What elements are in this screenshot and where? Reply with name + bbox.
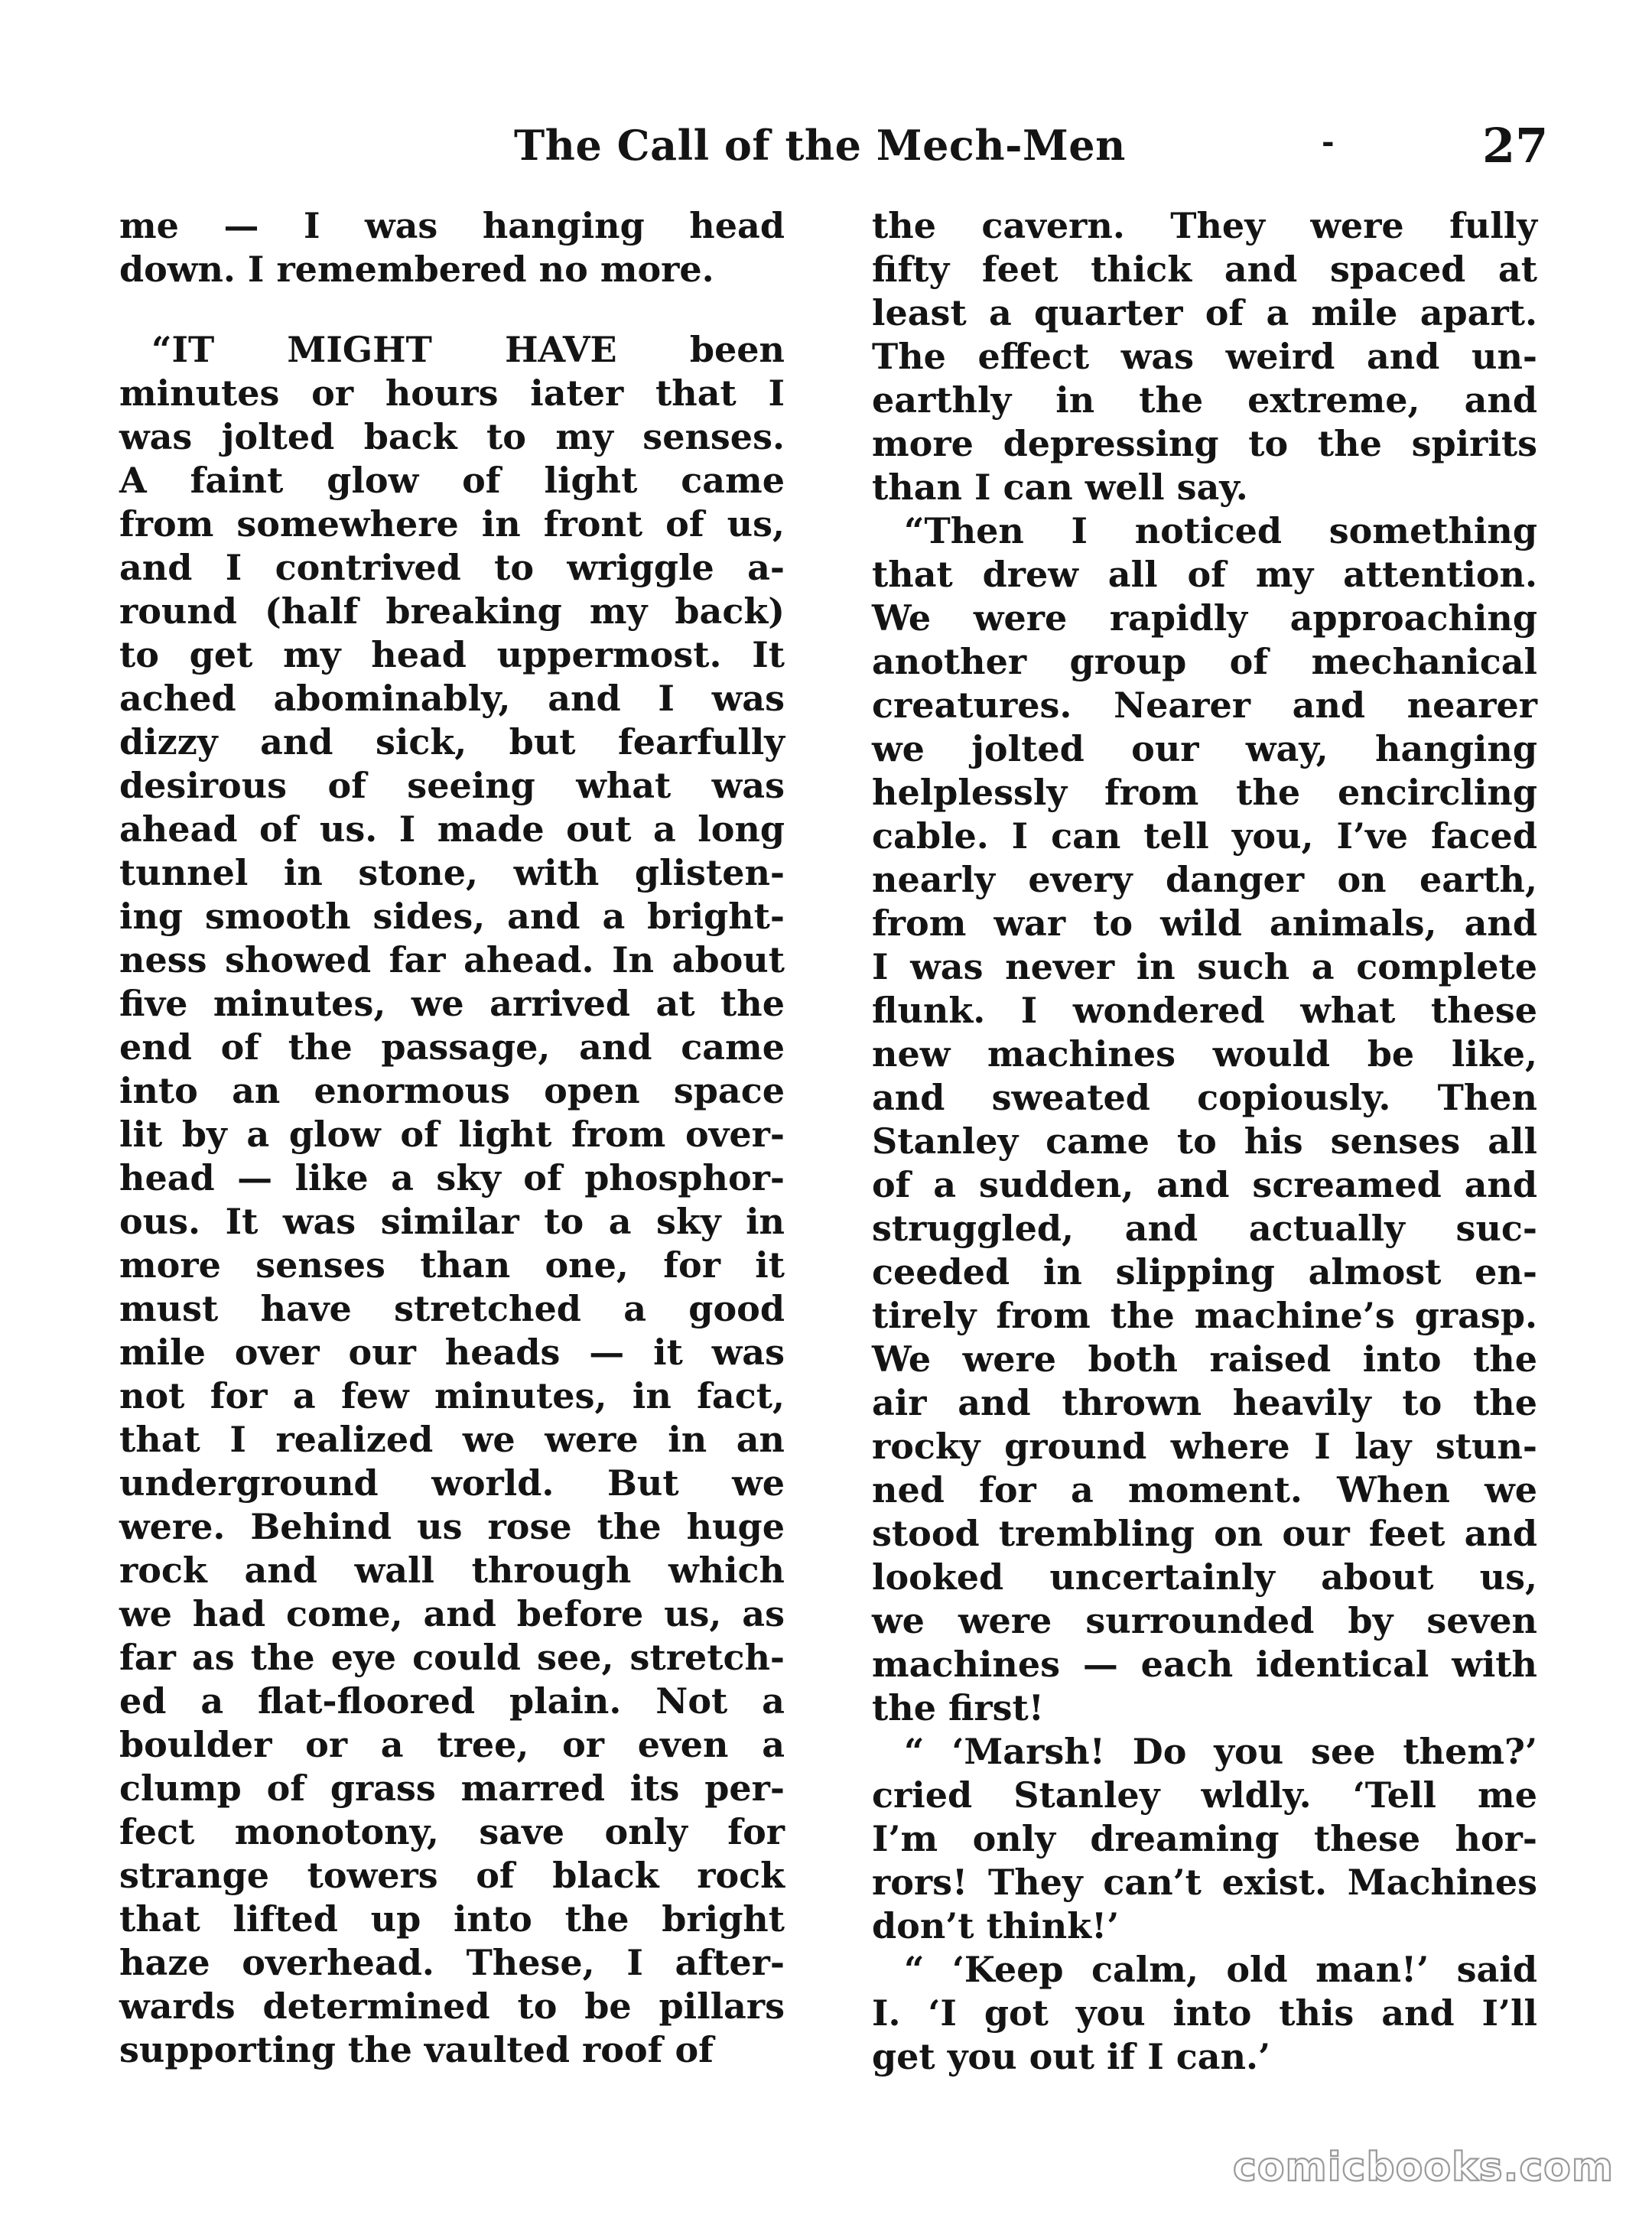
right-column-line: another group of mechanical (872, 641, 1537, 682)
right-column-line: of a sudden, and screamed and (872, 1164, 1537, 1205)
right-column-line: “ ‘Keep calm, old man!’ said (904, 1949, 1537, 1990)
right-text-column (872, 204, 1537, 2079)
right-column-line: and sweated copiously. Then (872, 1077, 1537, 1118)
right-column-line: stood trembling on our feet and (872, 1513, 1537, 1554)
page-number: 27 (1482, 118, 1549, 174)
left-column-line: dizzy and sick, but fearfully (119, 721, 785, 763)
left-column-line: ached abominably, and I was (119, 678, 785, 719)
right-column-line: we were surrounded by seven (872, 1600, 1537, 1641)
right-column-line: earthly in the extreme, and (872, 379, 1537, 421)
left-column-line: clump of grass marred its per- (119, 1768, 785, 1809)
left-column-line: into an enormous open space (119, 1070, 785, 1111)
right-column-line: cried Stanley wldly. ‘Tell me (872, 1774, 1537, 1816)
right-column-line: cable. I can tell you, I’ve faced (872, 815, 1537, 857)
right-column-line: nearly every danger on earth, (872, 859, 1537, 900)
left-text-column (119, 204, 785, 2072)
right-column-line: than I can well say. (872, 467, 1248, 508)
left-column-line: from somewhere in front of us, (119, 503, 785, 545)
left-column-line: that I realized we were in an (119, 1419, 785, 1460)
right-column-line: looked uncertainly about us, (872, 1556, 1537, 1598)
right-column-line: from war to wild animals, and (872, 902, 1537, 944)
right-column-line: rocky ground where I lay stun- (872, 1426, 1537, 1467)
right-column-line: rors! They can’t exist. Machines (872, 1862, 1537, 1903)
right-column-line: air and thrown heavily to the (872, 1382, 1537, 1423)
right-column-line: ned for a moment. When we (872, 1469, 1537, 1511)
left-column-line: head — like a sky of phosphor- (119, 1157, 785, 1198)
left-column-line: round (half breaking my back) (119, 590, 785, 632)
left-column-line: was jolted back to my senses. (119, 416, 785, 457)
right-column-line: “Then I noticed something (904, 510, 1537, 551)
left-column-line: “IT MIGHT HAVE been (151, 329, 785, 370)
right-column-line: ceeded in slipping almost en- (872, 1251, 1537, 1293)
left-column-line: fect monotony, save only for (119, 1811, 785, 1852)
right-column-line: “ ‘Marsh! Do you see them?’ (904, 1731, 1537, 1772)
right-column-line: I was never in such a complete (872, 946, 1537, 987)
right-column-line: that drew all of my attention. (872, 554, 1537, 595)
left-column-line: tunnel in stone, with glisten- (119, 852, 785, 893)
right-column-line: The effect was weird and un- (872, 336, 1537, 377)
right-column-line: We were both raised into the (872, 1338, 1537, 1380)
left-column-line: supporting the vaulted roof of (119, 2029, 714, 2070)
right-column-line: the first! (872, 1687, 1044, 1729)
right-column-line: tirely from the machine’s grasp. (872, 1295, 1537, 1336)
right-column-line: helplessly from the encircling (872, 772, 1537, 813)
left-column-line: that lifted up into the bright (119, 1898, 785, 1940)
left-column-line: and I contrived to wriggle a- (119, 547, 785, 588)
watermark-text: comicbooks.com (1233, 2145, 1615, 2190)
watermark-logo (1230, 2138, 1615, 2194)
right-column-line: get you out if I can.’ (872, 2036, 1271, 2077)
left-column-line: ing smooth sides, and a bright- (119, 896, 785, 937)
left-column-line: end of the passage, and came (119, 1026, 785, 1068)
left-column-line: ous. It was similar to a sky in (119, 1201, 785, 1242)
header-separator: - (1322, 124, 1335, 160)
left-column-line: to get my head uppermost. It (119, 634, 785, 675)
right-column-line: don’t think!’ (872, 1905, 1120, 1946)
right-column-line: new machines would be like, (872, 1033, 1537, 1075)
left-column-line: wards determined to be pillars (119, 1985, 785, 2027)
left-column-line: ed a flat-floored plain. Not a (119, 1680, 785, 1722)
left-column-line: ahead of us. I made out a long (119, 808, 785, 850)
left-column-line (119, 291, 785, 328)
left-column-line: mile over our heads — it was (119, 1332, 785, 1373)
left-column-line: lit by a glow of light from over- (119, 1114, 785, 1155)
right-column-line: Stanley came to his senses all (872, 1120, 1537, 1162)
right-column-line: I. ‘I got you into this and I’ll (872, 1992, 1537, 2034)
right-column-line: creatures. Nearer and nearer (872, 685, 1537, 726)
right-column-line: machines — each identical with (872, 1644, 1537, 1685)
left-column-line: far as the eye could see, stretch- (119, 1637, 785, 1678)
left-column-line: were. Behind us rose the huge (119, 1506, 785, 1547)
left-column-line: down. I remembered no more. (119, 249, 714, 290)
left-column-line: boulder or a tree, or even a (119, 1724, 785, 1765)
right-column-line: more depressing to the spirits (872, 423, 1537, 464)
left-column-line: me — I was hanging head (119, 205, 785, 246)
left-column-line: rock and wall through which (119, 1550, 785, 1591)
left-column-line: desirous of seeing what was (119, 765, 785, 806)
left-column-line: minutes or hours iater that I (119, 372, 785, 414)
left-column-line: more senses than one, for it (119, 1244, 785, 1286)
left-column-line: strange towers of black rock (119, 1855, 785, 1896)
left-column-line: not for a few minutes, in fact, (119, 1375, 785, 1416)
right-column-line: struggled, and actually suc- (872, 1208, 1537, 1249)
left-column-line: must have stretched a good (119, 1288, 785, 1329)
right-column-line: fifty feet thick and spaced at (872, 249, 1537, 290)
left-column-line: five minutes, we arrived at the (119, 983, 785, 1024)
left-column-line: A faint glow of light came (119, 460, 785, 501)
right-column-line: the cavern. They were fully (872, 205, 1537, 246)
left-column-line: haze overhead. These, I after- (119, 1942, 785, 1983)
right-column-line: we jolted our way, hanging (872, 728, 1537, 769)
page-header (0, 118, 1652, 182)
right-column-line: least a quarter of a mile apart. (872, 292, 1537, 333)
left-column-line: underground world. But we (119, 1462, 785, 1504)
right-column-line: flunk. I wondered what these (872, 990, 1537, 1031)
right-column-line: I’m only dreaming these hor- (872, 1818, 1537, 1859)
left-column-line: ness showed far ahead. In about (119, 939, 785, 981)
left-column-line: we had come, and before us, as (119, 1593, 785, 1634)
running-title: The Call of the Mech-Men (514, 121, 1126, 170)
right-column-line: We were rapidly approaching (872, 597, 1537, 639)
